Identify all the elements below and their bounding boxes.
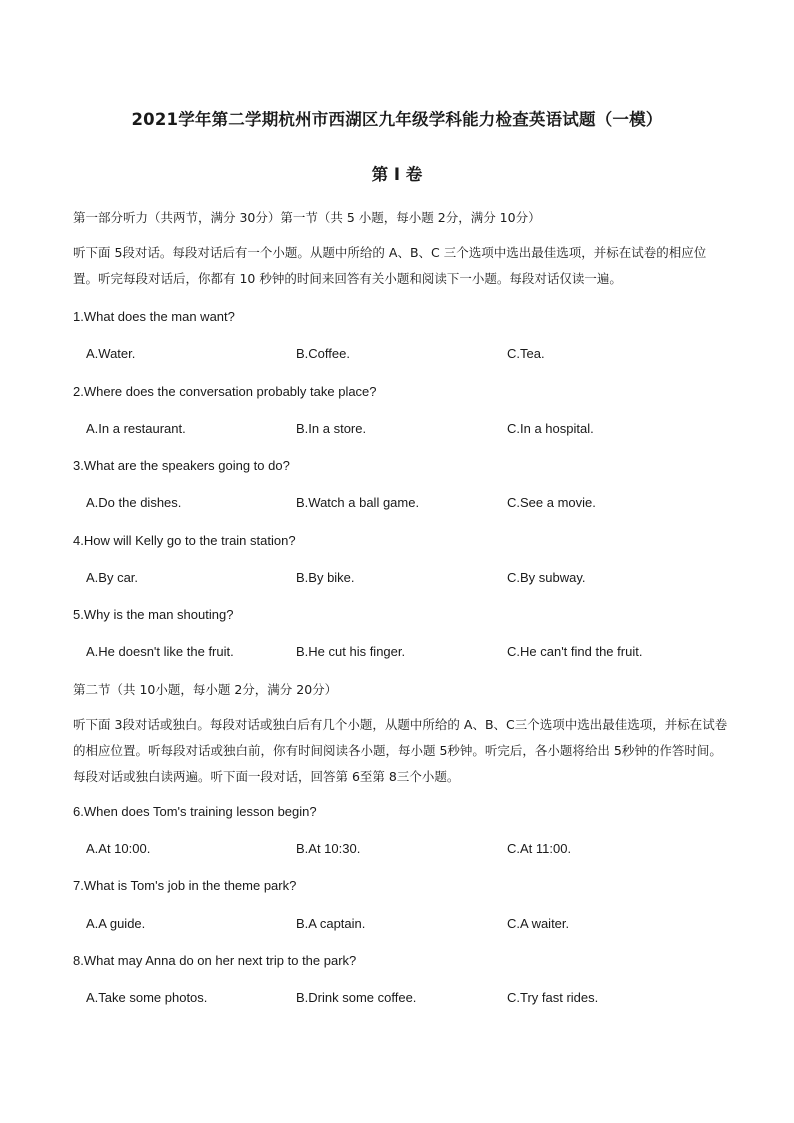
question-2-option-c: C.In a hospital. <box>507 421 594 436</box>
question-6-option-b: B.At 10:30. <box>296 841 361 856</box>
section2-instructions: 听下面 3段对话或独白。每段对话或独白后有几个小题，从题中所给的 A、B、C三个选项中选出最佳选项，并标在试卷的相应位置。听每段对话或独白前，你有时间阅读各小题，每小题 5秒钟。听完后，各小题将给出 5秒钟的作答时间。每段对话或独白读两遍。听下面一段对话，回答第 6至第 8三个小题。 <box>73 717 728 784</box>
question-5-stem: 5.Why is the man shouting? <box>73 607 234 622</box>
question-5-option-c: C.He can't find the fruit. <box>507 644 643 659</box>
question-2-option-a: A.In a restaurant. <box>86 421 186 436</box>
part1-header: 第一部分听力（共两节，满分 30分）第一节（共 5 小题，每小题 2分，满分 10分） <box>73 210 541 225</box>
exam-title: 2021学年第二学期杭州市西湖区九年级学科能力检查英语试题（一模） <box>131 110 663 129</box>
question-6-stem: 6.When does Tom's training lesson begin? <box>73 804 317 819</box>
question-4-option-b: B.By bike. <box>296 570 355 585</box>
question-1-option-b: B.Coffee. <box>296 346 350 361</box>
question-6-option-c: C.At 11:00. <box>507 841 572 856</box>
volume-label: 第 I 卷 <box>371 165 423 184</box>
question-3-stem: 3.What are the speakers going to do? <box>73 458 290 473</box>
question-1-option-c: C.Tea. <box>507 346 545 361</box>
question-4-option-c: C.By subway. <box>507 570 586 585</box>
question-8-stem: 8.What may Anna do on her next trip to the park? <box>73 953 357 968</box>
question-1-stem: 1.What does the man want? <box>73 309 235 324</box>
question-4-option-a: A.By car. <box>86 570 139 585</box>
question-7-option-a: A.A guide. <box>86 916 146 931</box>
question-8-option-b: B.Drink some coffee. <box>296 990 417 1005</box>
question-6-option-a: A.At 10:00. <box>86 841 151 856</box>
question-3-option-c: C.See a movie. <box>507 495 596 510</box>
question-8-option-a: A.Take some photos. <box>86 990 208 1005</box>
question-2-option-b: B.In a store. <box>296 421 367 436</box>
section2-header: 第二节（共 10小题，每小题 2分，满分 20分） <box>73 682 338 697</box>
question-3-option-a: A.Do the dishes. <box>86 495 182 510</box>
question-3-option-b: B.Watch a ball game. <box>296 495 420 510</box>
question-4-stem: 4.How will Kelly go to the train station? <box>73 533 296 548</box>
question-2-stem: 2.Where does the conversation probably take place? <box>73 384 377 399</box>
question-5-option-a: A.He doesn't like the fruit. <box>86 644 234 659</box>
part1-instructions: 听下面 5段对话。每段对话后有一个小题。从题中所给的 A、B、C 三个选项中选出最佳选项，并标在试卷的相应位置。听完每段对话后，你都有 10 秒钟的时间来回答有关小题和阅读下一小题。每段对话仅读一遍。 <box>73 245 707 286</box>
question-5-option-b: B.He cut his finger. <box>296 644 406 659</box>
question-7-option-c: C.A waiter. <box>507 916 570 931</box>
question-7-option-b: B.A captain. <box>296 916 366 931</box>
question-1-option-a: A.Water. <box>86 346 136 361</box>
question-8-option-c: C.Try fast rides. <box>507 990 599 1005</box>
question-7-stem: 7.What is Tom's job in the theme park? <box>73 878 297 893</box>
